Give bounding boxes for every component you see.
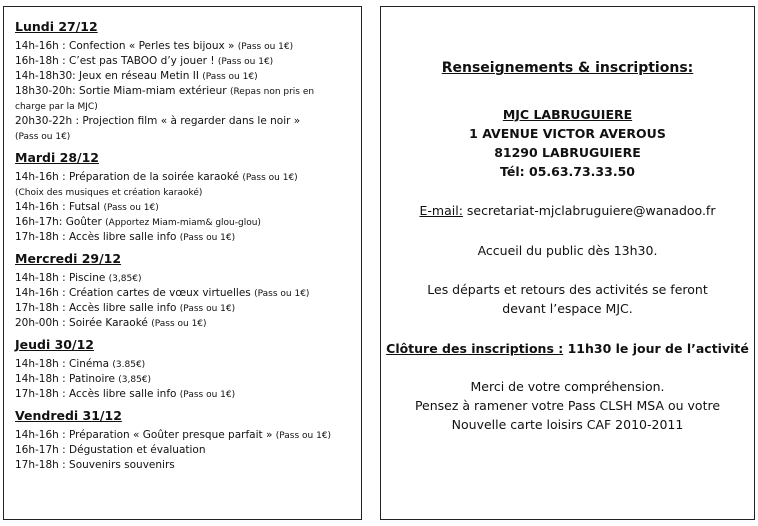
activity-line bbox=[15, 215, 353, 230]
activity-text: 14h-16h : Création cartes de vœux virtuelles bbox=[15, 287, 255, 299]
departures-line-1: Les départs et retours des activités se feront bbox=[427, 282, 708, 297]
activity-price: (3,85€) bbox=[118, 375, 152, 385]
activity-line bbox=[15, 185, 353, 200]
thanks-block bbox=[381, 377, 754, 434]
info-panel bbox=[380, 6, 755, 520]
activity-text: 14h-18h : Patinoire bbox=[15, 373, 119, 385]
activity-text: 14h-16h : Confection « Perles tes bijoux » bbox=[15, 40, 238, 52]
day-section bbox=[15, 150, 353, 245]
activity-price: (Pass ou 1€) bbox=[15, 132, 71, 142]
activity-line bbox=[15, 69, 353, 84]
activity-line bbox=[15, 170, 353, 185]
activity-text: 14h-18h30: Jeux en réseau Metin II bbox=[15, 70, 203, 82]
activity-line bbox=[15, 428, 353, 443]
activity-price: (Pass ou 1€) bbox=[202, 72, 258, 82]
closing-label: Clôture des inscriptions : bbox=[386, 341, 564, 356]
activity-line bbox=[15, 443, 353, 458]
day-section bbox=[15, 19, 353, 144]
day-section bbox=[15, 337, 353, 402]
reminder-line-1: Pensez à ramener votre Pass CLSH MSA ou votre bbox=[414, 398, 721, 413]
activity-text: 14h-16h : Futsal bbox=[15, 201, 104, 213]
activity-line bbox=[15, 286, 353, 301]
activity-text: 14h-16h : Préparation « Goûter presque parfait » bbox=[15, 429, 276, 441]
activity-price: (Apportez Miam-miam& glou-glou) bbox=[105, 218, 261, 228]
day-heading: Lundi 27/12 bbox=[15, 19, 98, 34]
street: 1 AVENUE VICTOR AVEROUS bbox=[469, 126, 666, 141]
departures-text bbox=[381, 280, 754, 318]
activity-price: (Pass ou 1€) bbox=[237, 42, 294, 52]
activity-price: (Pass ou 1€) bbox=[179, 390, 236, 400]
activity-line bbox=[15, 114, 353, 129]
activity-text: 16h-17h : Dégustation et évaluation bbox=[15, 444, 206, 456]
activity-price: (Pass ou 1€) bbox=[254, 289, 310, 299]
activity-line bbox=[15, 458, 353, 473]
activity-price: (Choix des musiques et création karaoké) bbox=[15, 188, 203, 198]
activity-line bbox=[15, 301, 353, 316]
city: 81290 LABRUGUIERE bbox=[494, 145, 641, 160]
day-heading: Vendredi 31/12 bbox=[15, 408, 122, 423]
activity-text: 14h-18h : Piscine bbox=[15, 272, 109, 284]
activity-text: 14h-16h : Préparation de la soirée karaoké bbox=[15, 171, 243, 183]
activity-line bbox=[15, 39, 353, 54]
schedule-panel bbox=[3, 6, 362, 520]
activity-line bbox=[15, 129, 353, 144]
day-heading: Jeudi 30/12 bbox=[15, 337, 94, 352]
activity-text: 20h-00h : Soirée Karaoké bbox=[15, 317, 152, 329]
day-section bbox=[15, 408, 353, 473]
email-label: E-mail: bbox=[419, 203, 463, 218]
email-address[interactable]: secretariat-mjclabruguiere@wanadoo.fr bbox=[462, 203, 716, 218]
info-title: Renseignements & inscriptions: bbox=[441, 60, 694, 76]
closing-value: 11h30 le jour de l’activité bbox=[563, 341, 749, 356]
activity-text: 17h-18h : Accès libre salle info bbox=[15, 388, 180, 400]
activity-text: 14h-18h : Cinéma bbox=[15, 358, 113, 370]
thanks-line: Merci de votre compréhension. bbox=[470, 379, 665, 394]
activity-text: 17h-18h : Accès libre salle info bbox=[15, 231, 180, 243]
email-line bbox=[381, 201, 754, 220]
hours-text: Accueil du public dès 13h30. bbox=[477, 243, 658, 258]
day-section bbox=[15, 251, 353, 331]
reminder-line-2: Nouvelle carte loisirs CAF 2010-2011 bbox=[451, 417, 684, 432]
activity-line bbox=[15, 84, 353, 99]
address-block bbox=[381, 105, 754, 181]
activity-line bbox=[15, 54, 353, 69]
activity-line bbox=[15, 271, 353, 286]
activity-text: 17h-18h : Accès libre salle info bbox=[15, 302, 180, 314]
activity-price: (Repas non pris en bbox=[229, 87, 315, 97]
activity-line bbox=[15, 200, 353, 215]
day-heading: Mardi 28/12 bbox=[15, 150, 99, 165]
activity-price: (Pass ou 1€) bbox=[275, 431, 332, 441]
activity-line bbox=[15, 230, 353, 245]
activity-price: (Pass ou 1€) bbox=[217, 57, 274, 67]
activity-text: 18h30-20h: Sortie Miam-miam extérieur bbox=[15, 85, 230, 97]
closing-line bbox=[381, 339, 754, 358]
day-heading: Mercredi 29/12 bbox=[15, 251, 122, 266]
org-name: MJC LABRUGUIERE bbox=[502, 107, 633, 122]
activity-price: (Pass ou 1€) bbox=[151, 319, 207, 329]
activity-line bbox=[15, 99, 353, 114]
activity-text: 16h-17h: Goûter bbox=[15, 216, 106, 228]
activity-text: 20h30-22h : Projection film « à regarder dans le noir » bbox=[15, 115, 301, 127]
activity-text: 16h-18h : C’est pas TABOO d’y jouer ! bbox=[15, 55, 218, 67]
phone: Tél: 05.63.73.33.50 bbox=[500, 164, 635, 179]
activity-line bbox=[15, 387, 353, 402]
activity-price: (3,85€) bbox=[108, 274, 142, 284]
activity-price: charge par la MJC) bbox=[15, 102, 98, 112]
activity-price: (Pass ou 1€) bbox=[242, 173, 298, 183]
activity-line bbox=[15, 316, 353, 331]
activity-price: (3.85€) bbox=[112, 360, 146, 370]
activity-text: 17h-18h : Souvenirs souvenirs bbox=[15, 459, 175, 471]
activity-price: (Pass ou 1€) bbox=[179, 233, 236, 243]
activity-line bbox=[15, 357, 353, 372]
activity-line bbox=[15, 372, 353, 387]
activity-price: (Pass ou 1€) bbox=[103, 203, 159, 213]
activity-price: (Pass ou 1€) bbox=[179, 304, 236, 314]
departures-line-2: devant l’espace MJC. bbox=[502, 301, 633, 316]
